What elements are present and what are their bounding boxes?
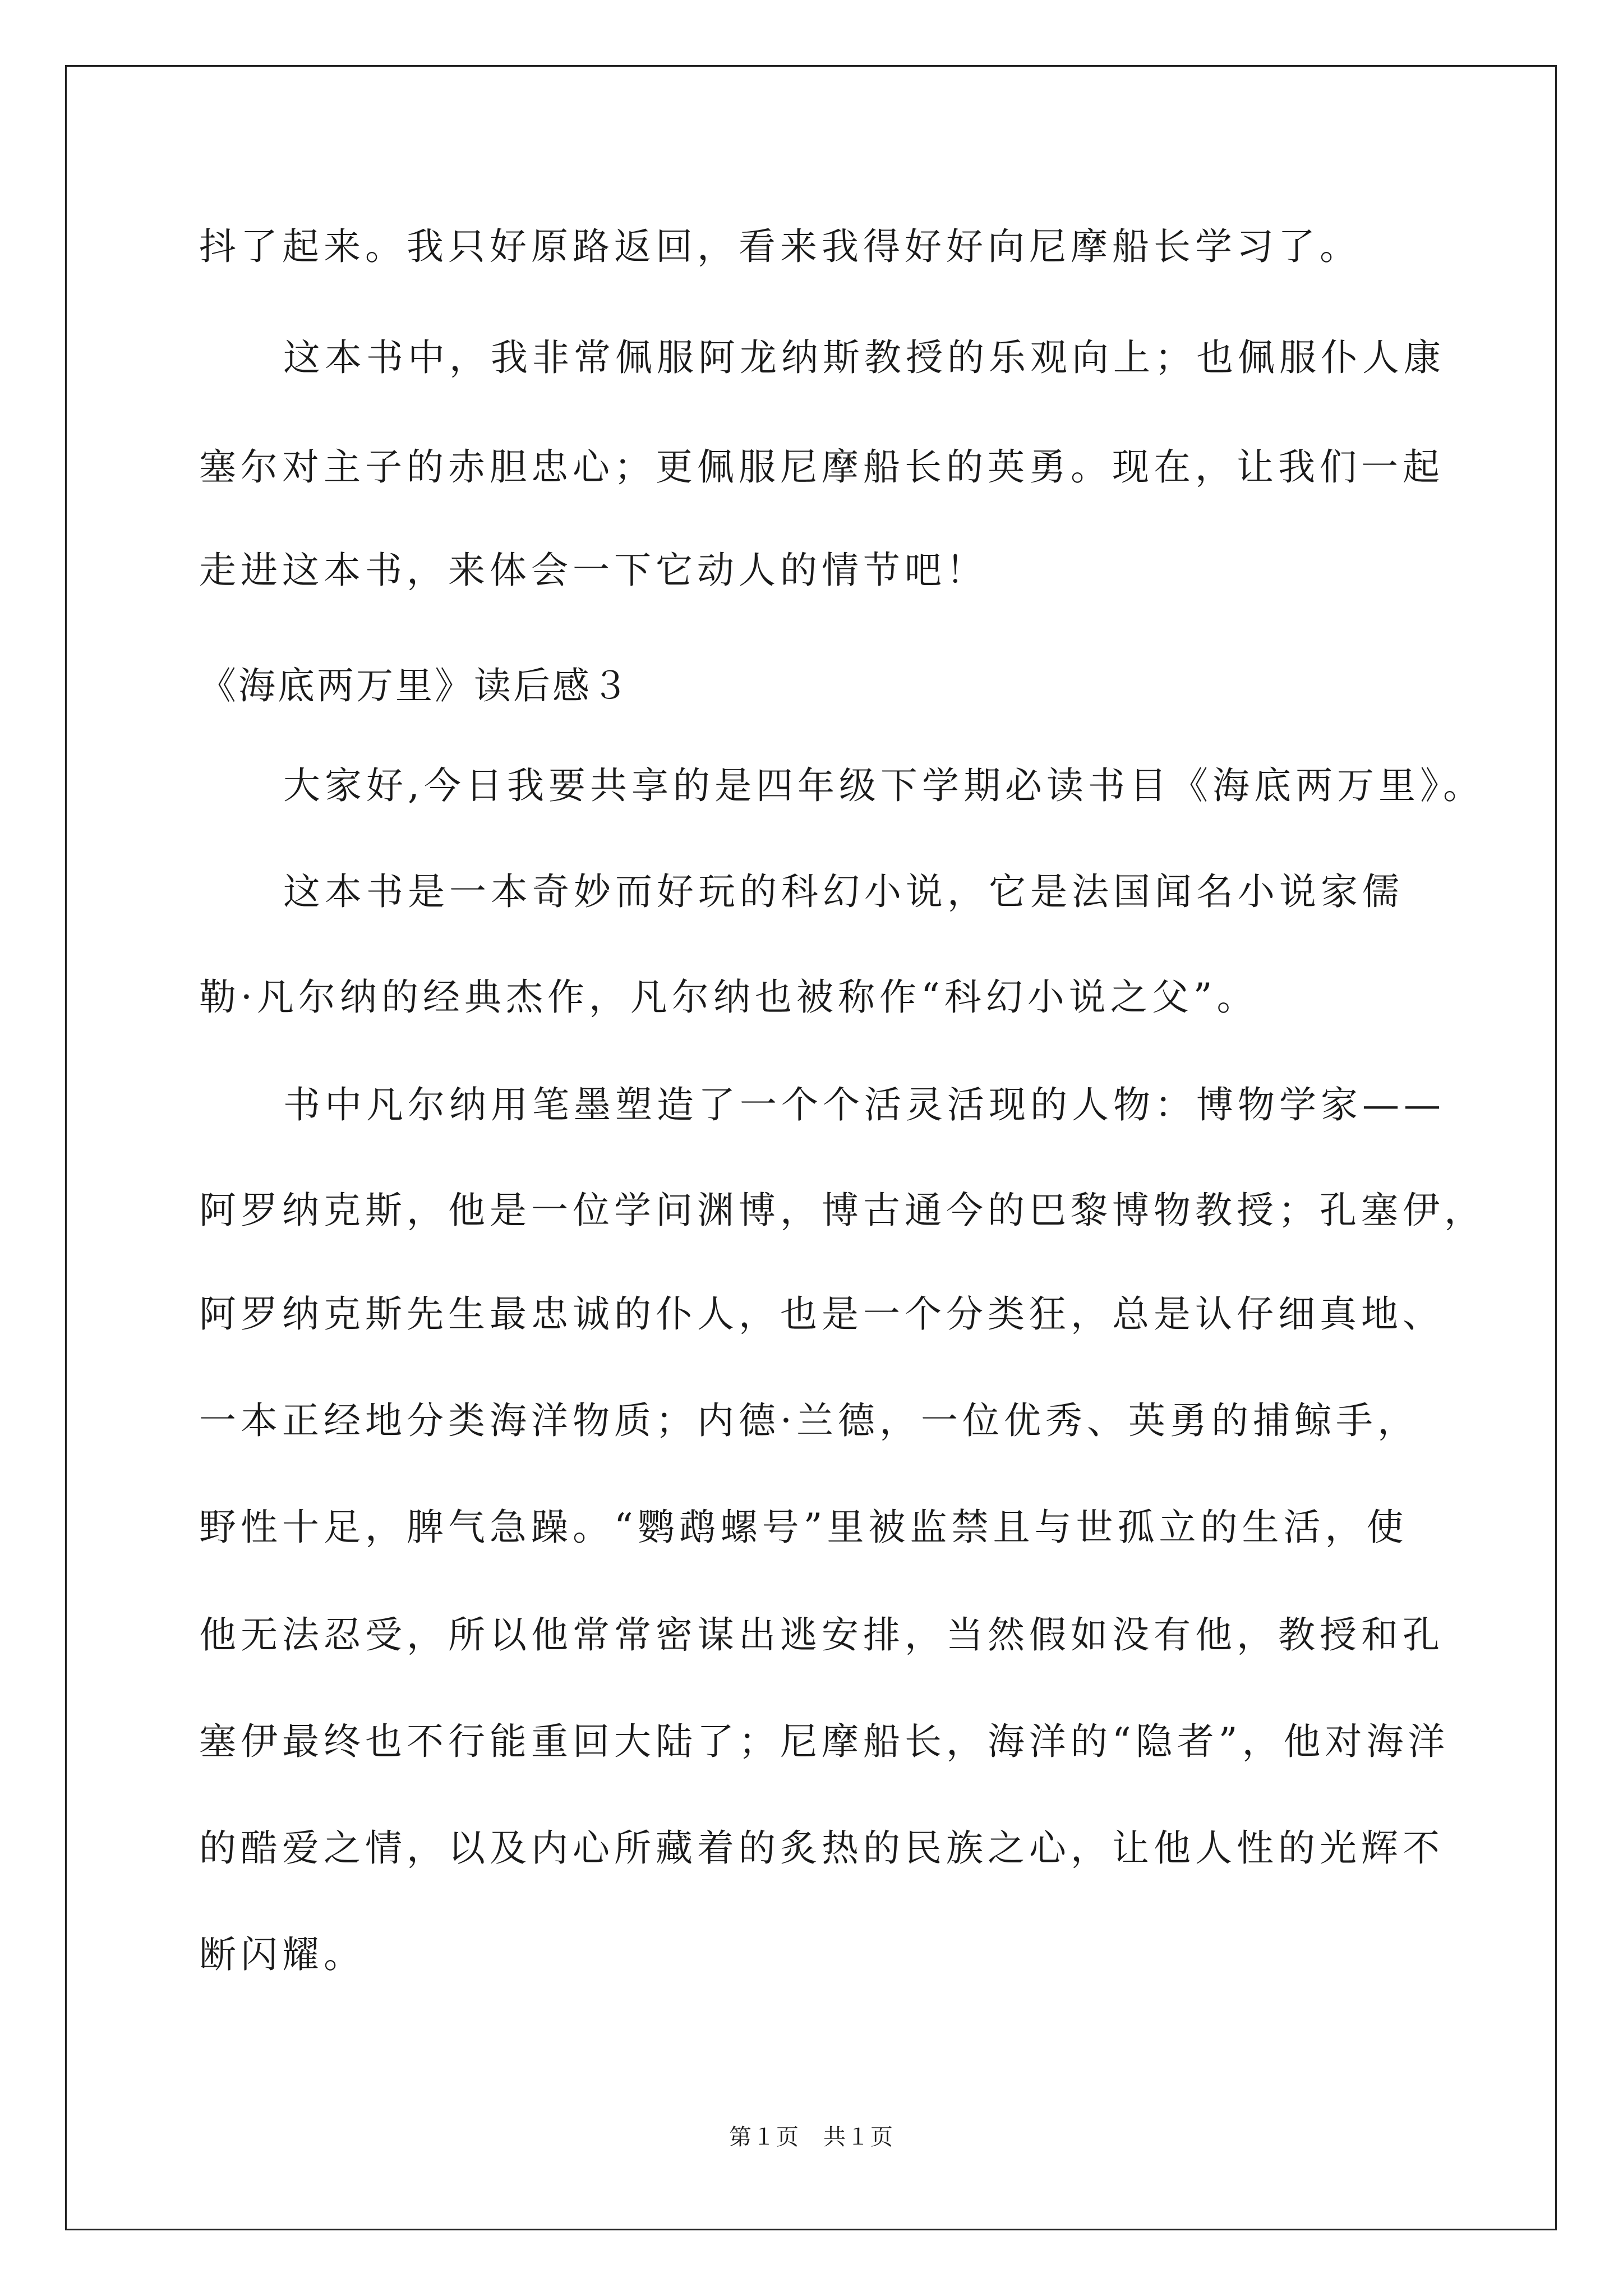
text-line-10: 阿罗纳克斯，他是一位学问渊博，博古通今的巴黎博物教授；孔塞伊， bbox=[199, 1189, 1486, 1232]
text-line-15: 塞伊最终也不行能重回大陆了；尼摩船长，海洋的“隐者”，他对海洋 bbox=[199, 1720, 1450, 1763]
text-line-3: 塞尔对主子的赤胆忠心；更佩服尼摩船长的英勇。现在，让我们一起 bbox=[199, 445, 1444, 489]
text-line-17: 断闪耀。 bbox=[199, 1933, 365, 1976]
text-line-8: 勒·凡尔纳的经典杰作，凡尔纳也被称作“科幻小说之父”。 bbox=[199, 976, 1258, 1019]
text-line-9: 书中凡尔纳用笔墨塑造了一个个活灵活现的人物：博物学家—— bbox=[283, 1083, 1445, 1126]
section-heading: 《海底两万里》读后感３ bbox=[199, 664, 631, 707]
page-footer: 第１页 共１页 bbox=[729, 2124, 894, 2150]
text-line-2: 这本书中，我非常佩服阿龙纳斯教授的乐观向上；也佩服仆人康 bbox=[283, 336, 1445, 379]
text-line-4: 走进这本书，来体会一下它动人的情节吧！ bbox=[199, 549, 988, 592]
text-line-14: 他无法忍受，所以他常常密谋出逃安排，当然假如没有他，教授和孔 bbox=[199, 1613, 1444, 1657]
text-line-16: 的酷爱之情，以及内心所藏着的炙热的民族之心，让他人性的光辉不 bbox=[199, 1826, 1444, 1870]
text-line-13: 野性十足，脾气急躁。“鹦鹉螺号”里被监禁且与世孤立的生活，使 bbox=[199, 1506, 1408, 1549]
page-frame bbox=[65, 65, 1557, 2230]
text-line-6: 大家好,今日我要共享的是四年级下学期必读书目《海底两万里》。 bbox=[283, 764, 1484, 807]
text-line-1: 抖了起来。我只好原路返回，看来我得好好向尼摩船长学习了。 bbox=[199, 225, 1361, 268]
text-line-7: 这本书是一本奇妙而好玩的科幻小说，它是法国闻名小说家儒 bbox=[283, 870, 1404, 913]
text-line-11: 阿罗纳克斯先生最忠诚的仆人，也是一个分类狂，总是认仔细真地、 bbox=[199, 1292, 1444, 1336]
text-line-12: 一本正经地分类海洋物质；内德·兰德，一位优秀、英勇的捕鲸手， bbox=[199, 1399, 1419, 1442]
